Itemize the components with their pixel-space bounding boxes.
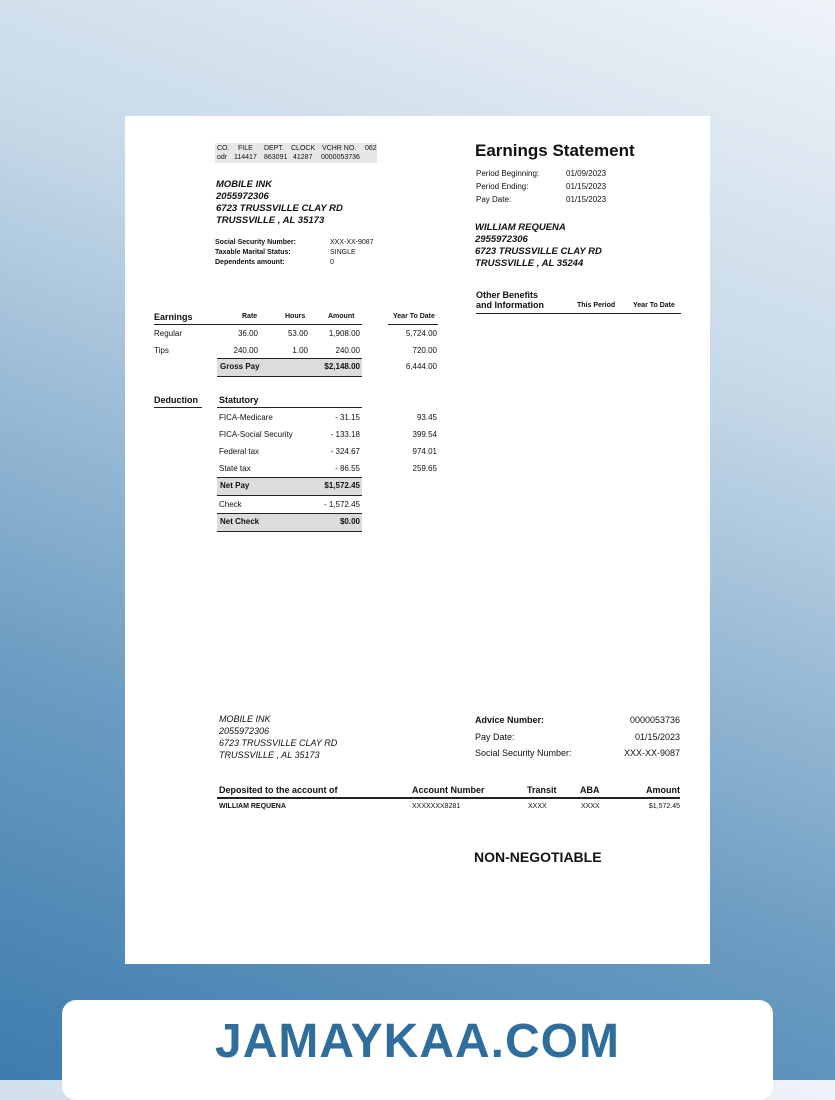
earnings-row-rate: 36.00: [237, 329, 258, 338]
lower-company-address: [219, 713, 337, 761]
pay-stub-document: [125, 116, 710, 964]
other-benefits-this-period: This Period: [577, 302, 616, 309]
deposit-aba: XXXX: [581, 803, 600, 810]
earnings-row-rate: 240.00: [233, 346, 258, 355]
company-street: 6723 TRUSSVILLE CLAY RD: [216, 203, 343, 214]
code-label-062: 062: [365, 145, 377, 152]
earnings-row-label: Regular: [154, 329, 183, 338]
non-negotiable-label: NON-NEGOTIABLE: [474, 849, 602, 865]
earnings-col-amount: Amount: [328, 313, 355, 320]
deduction-heading: Deduction: [154, 395, 198, 405]
lower-company-city: TRUSSVILLE , AL 35173: [219, 750, 320, 760]
deduction-row-ytd: 259.65: [412, 464, 437, 473]
check-label: Check: [219, 500, 242, 509]
period-beginning-label: Period Beginning:: [476, 169, 540, 178]
deposit-col-account-of: Deposited to the account of: [219, 785, 338, 795]
code-label-dept: DEPT.: [264, 145, 284, 152]
earnings-row-hours: 53.00: [287, 329, 308, 338]
marital-status-value: SINGLE: [330, 249, 356, 256]
deposit-amount: $1,572.45: [648, 803, 680, 810]
gross-pay-amount: $2,148.00: [324, 362, 360, 371]
deduction-row-label: Federal tax: [219, 447, 260, 456]
gross-pay-label: Gross Pay: [220, 362, 260, 371]
other-benefits-title: Other Benefits: [476, 290, 539, 300]
page-title: Earnings Statement: [475, 141, 635, 160]
employee-phone: 2955972306: [475, 234, 528, 245]
deposit-col-amount: Amount: [646, 785, 680, 795]
pay-date-value: 01/15/2023: [566, 195, 607, 204]
deduction-row-amount: - 133.18: [330, 430, 360, 439]
advice-ssn-value: XXX-XX-9087: [623, 748, 680, 758]
lower-company-street: 6723 TRUSSVILLE CLAY RD: [219, 738, 338, 748]
dependents-value: 0: [330, 259, 334, 266]
code-value-clock: 41287: [293, 154, 313, 161]
deduction-row-ytd: 399.54: [412, 430, 437, 439]
deposit-col-account-number: Account Number: [412, 785, 485, 795]
dependents-label: Dependents amount:: [215, 259, 285, 266]
lower-company-name: MOBILE INK: [219, 714, 271, 724]
statutory-heading-line: [217, 407, 362, 408]
statutory-heading: Statutory: [219, 395, 259, 405]
deduction-row-amount: - 31.15: [335, 413, 360, 422]
other-benefits-ytd: Year To Date: [633, 302, 675, 309]
earnings-row-label: Tips: [154, 346, 169, 355]
earnings-col-ytd: Year To Date: [393, 313, 435, 320]
deduction-row-label: State tax: [219, 464, 251, 473]
lower-company-phone: 2055972306: [219, 726, 270, 736]
deduction-row-ytd: 93.45: [416, 413, 437, 422]
earnings-row-ytd: 5,724.00: [405, 329, 437, 338]
advice-number-label: Advice Number:: [475, 715, 545, 725]
footer-banner: [62, 1000, 773, 1100]
company-city: TRUSSVILLE , AL 35173: [216, 215, 325, 226]
earnings-col-rate: Rate: [242, 313, 258, 320]
net-pay-amount: $1,572.45: [324, 481, 360, 490]
code-value-co: odr: [217, 154, 228, 161]
deposit-name: WILLIAM REQUENA: [219, 803, 286, 810]
earnings-ytd-line: [388, 324, 438, 325]
brand-logo: JAMAYKAA.COM: [215, 1015, 620, 1068]
advice-pay-date-value: 01/15/2023: [634, 732, 680, 742]
advice-pay-date-label: Pay Date:: [475, 732, 515, 742]
code-label-vchr: VCHR NO.: [322, 145, 357, 152]
gross-pay-ytd: 6,444.00: [405, 362, 437, 371]
company-name: MOBILE INK: [216, 179, 272, 190]
earnings-row-amount: 1,908.00: [328, 329, 360, 338]
deposit-transit: XXXX: [528, 803, 547, 810]
check-amount: - 1,572.45: [323, 500, 360, 509]
employee-address: [475, 222, 602, 270]
other-benefits-divider: [476, 313, 681, 314]
code-value-dept: 863091: [264, 154, 288, 161]
ssn-label: Social Security Number:: [215, 239, 296, 246]
earnings-header-line: [154, 324, 362, 325]
period-ending-value: 01/15/2023: [566, 182, 607, 191]
earnings-row-amount: 240.00: [335, 346, 360, 355]
other-benefits-subtitle: and Information: [476, 300, 544, 310]
period-ending-label: Period Ending:: [476, 182, 529, 191]
earnings-heading: Earnings: [154, 312, 193, 322]
deposit-account-number: XXXXXXX8281: [412, 803, 461, 810]
earnings-row-ytd: 720.00: [412, 346, 437, 355]
deduction-row-amount: - 324.67: [330, 447, 360, 456]
code-value-vchr: 0000053736: [321, 154, 360, 161]
advice-number-value: 0000053736: [629, 715, 680, 725]
code-label-file: FILE: [238, 145, 253, 152]
code-label-co: CO.: [217, 145, 230, 152]
net-pay-label: Net Pay: [220, 481, 250, 490]
deposit-col-transit: Transit: [527, 785, 557, 795]
deposit-header-line: [217, 797, 680, 799]
deduction-row-ytd: 974.01: [412, 447, 437, 456]
employee-name: WILLIAM REQUENA: [475, 222, 566, 233]
company-address: [216, 179, 343, 227]
company-phone: 2055972306: [216, 191, 269, 202]
net-check-amount: $0.00: [339, 517, 360, 526]
ssn-value: XXX-XX-9087: [330, 239, 374, 246]
net-check-label: Net Check: [220, 517, 260, 526]
marital-status-label: Taxable Marital Status:: [215, 249, 291, 256]
period-beginning-value: 01/09/2023: [566, 169, 607, 178]
deduction-heading-line: [154, 407, 202, 408]
earnings-row-hours: 1.00: [292, 346, 308, 355]
employee-street: 6723 TRUSSVILLE CLAY RD: [475, 246, 602, 257]
pay-date-label: Pay Date:: [476, 195, 512, 204]
deduction-row-label: FICA-Medicare: [219, 413, 273, 422]
deposit-col-aba: ABA: [580, 785, 600, 795]
earnings-col-hours: Hours: [285, 313, 306, 320]
advice-ssn-label: Social Security Number:: [475, 748, 572, 758]
code-value-file: 114417: [234, 154, 257, 161]
deduction-row-label: FICA-Social Security: [219, 430, 293, 439]
code-label-clock: CLOCK: [291, 145, 316, 152]
employee-city: TRUSSVILLE , AL 35244: [475, 258, 584, 269]
deduction-row-amount: - 86.55: [335, 464, 360, 473]
